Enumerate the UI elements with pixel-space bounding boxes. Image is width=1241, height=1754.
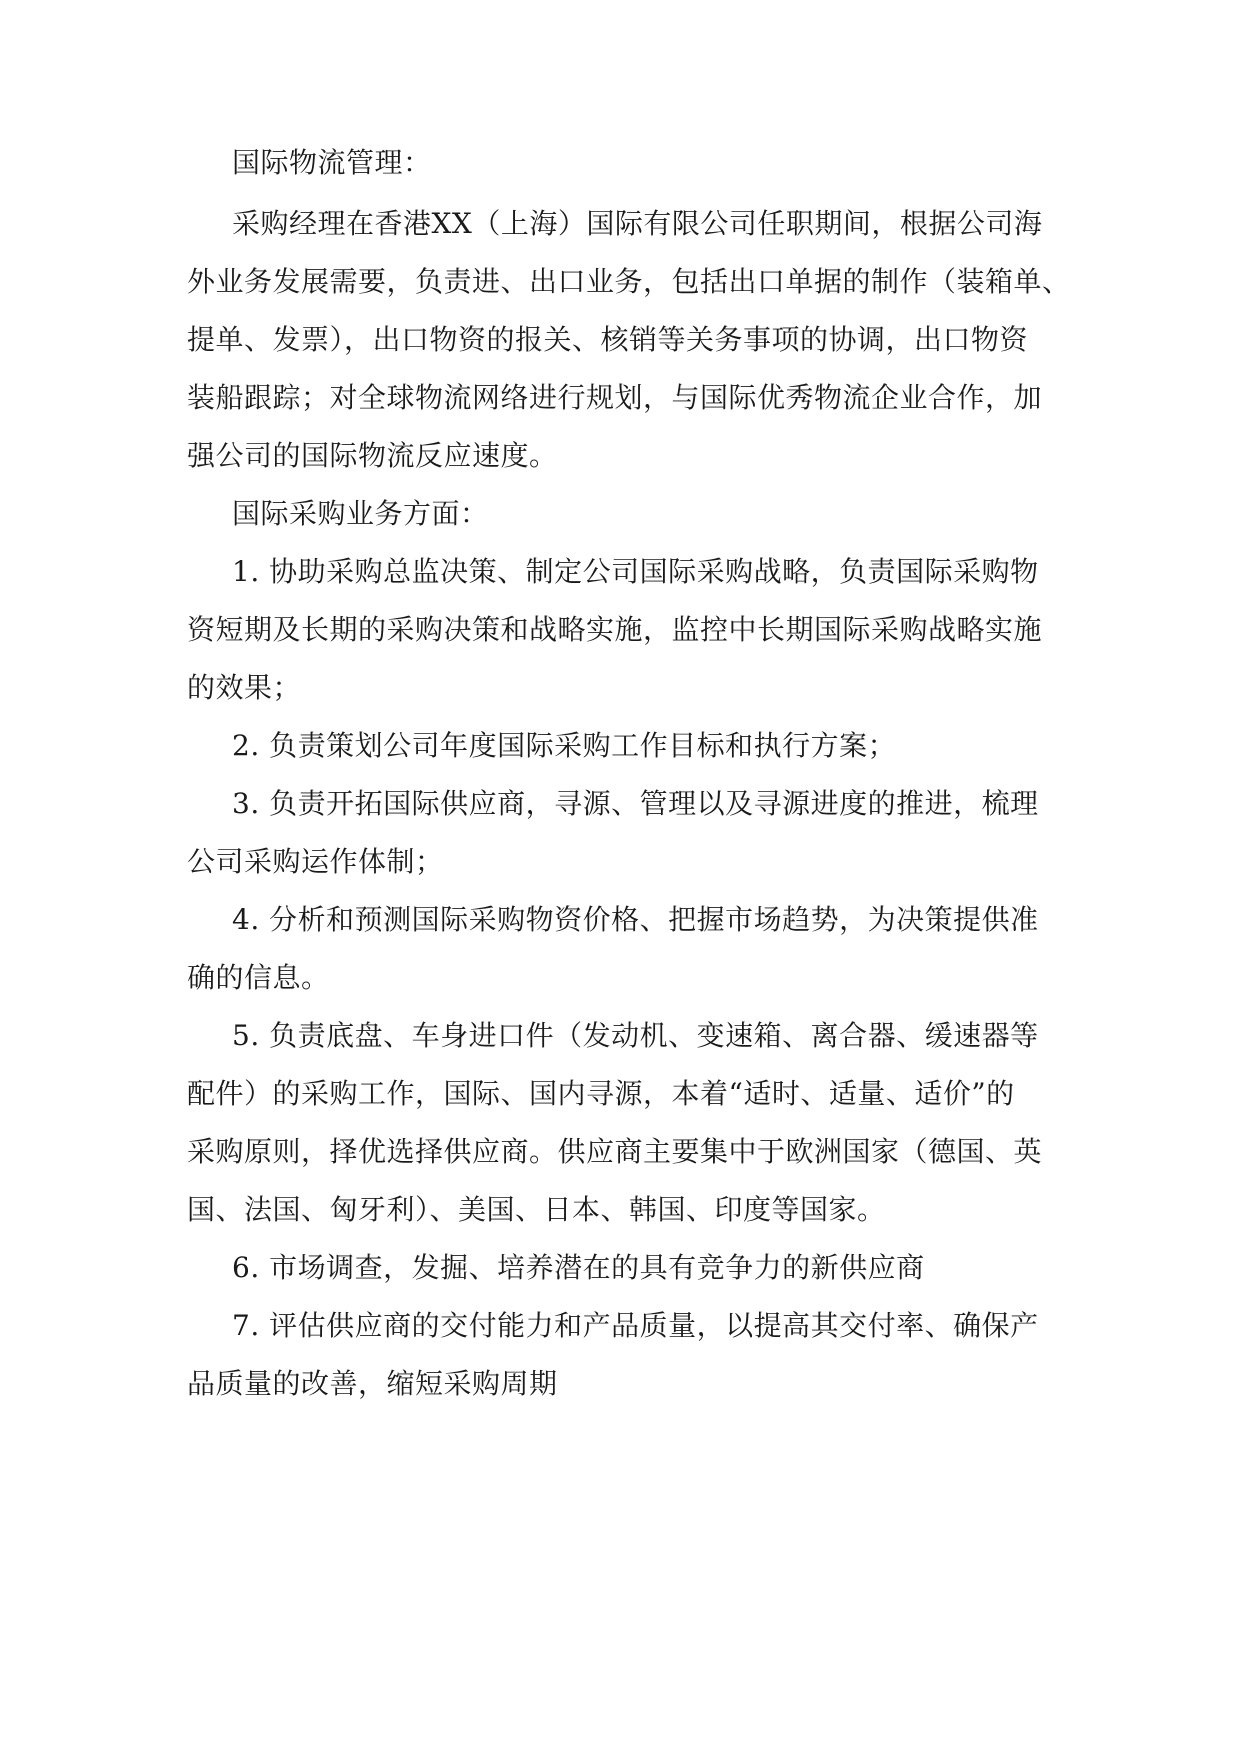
section-heading-logistics: 国际物流管理： — [232, 146, 432, 179]
paragraph-line: 采购经理在香港XX（上海）国际有限公司任职期间，根据公司海 — [232, 207, 1043, 240]
paragraph-line: 提单、发票），出口物资的报关、核销等关务事项的协调，出口物资 — [187, 323, 1029, 356]
section-heading-procurement: 国际采购业务方面： — [232, 497, 489, 530]
list-item-line: 7. 评估供应商的交付能力和产品质量，以提高其交付率、确保产 — [232, 1309, 1039, 1342]
paragraph-line: 装船跟踪；对全球物流网络进行规划，与国际优秀物流企业合作，加 — [187, 381, 1043, 414]
list-item-line: 4. 分析和预测国际采购物资价格、把握市场趋势，为决策提供准 — [232, 903, 1039, 936]
list-item-line: 确的信息。 — [187, 961, 330, 994]
list-item-line: 国、法国、匈牙利）、美国、日本、韩国、印度等国家。 — [187, 1193, 886, 1226]
paragraph-line: 强公司的国际物流反应速度。 — [187, 439, 558, 472]
list-item-line: 的效果； — [187, 671, 302, 704]
list-item-line: 采购原则，择优选择供应商。供应商主要集中于欧洲国家（德国、英 — [187, 1135, 1043, 1168]
list-item-line: 配件）的采购工作，国际、国内寻源，本着“适时、适量、适价”的 — [187, 1077, 1015, 1110]
list-item-line: 1. 协助采购总监决策、制定公司国际采购战略，负责国际采购物 — [232, 555, 1039, 588]
paragraph-line: 外业务发展需要，负责进、出口业务，包括出口单据的制作（装箱单、 — [187, 265, 1071, 298]
list-item-line: 资短期及长期的采购决策和战略实施，监控中长期国际采购战略实施 — [187, 613, 1043, 646]
list-item-line: 品质量的改善，缩短采购周期 — [187, 1367, 558, 1400]
list-item-line: 5. 负责底盘、车身进口件（发动机、变速箱、离合器、缓速器等 — [232, 1019, 1039, 1052]
list-item-line: 2. 负责策划公司年度国际采购工作目标和执行方案； — [232, 729, 897, 762]
list-item-line: 3. 负责开拓国际供应商，寻源、管理以及寻源进度的推进，梳理 — [232, 787, 1039, 820]
list-item-line: 公司采购运作体制； — [187, 845, 444, 878]
list-item-line: 6. 市场调查，发掘、培养潜在的具有竞争力的新供应商 — [232, 1251, 925, 1284]
